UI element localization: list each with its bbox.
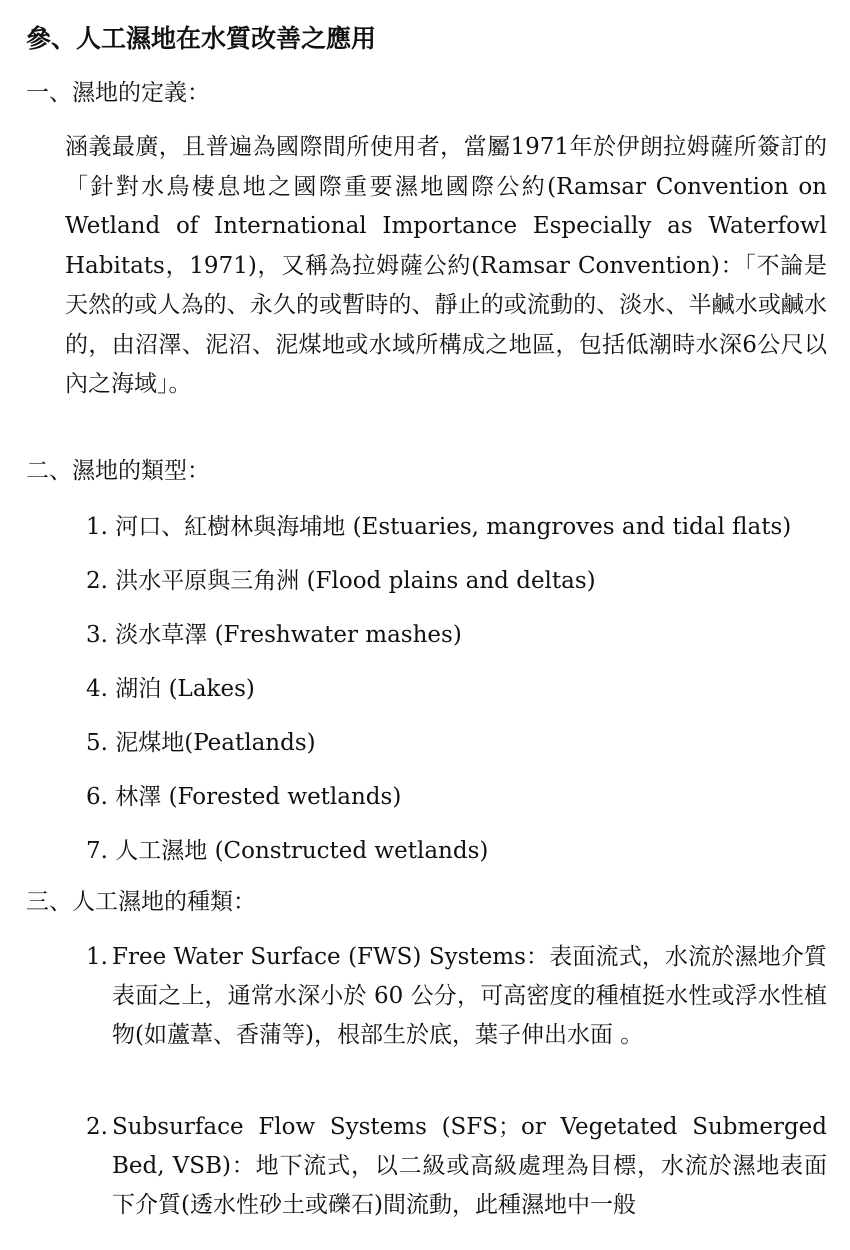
list-item: 3. 淡水草澤 (Freshwater mashes): [86, 622, 462, 648]
list-item: 2. 洪水平原與三角洲 (Flood plains and deltas): [86, 568, 596, 594]
list-item: 6. 林澤 (Forested wetlands): [86, 784, 402, 810]
constructed-wetland-kind-fws: [86, 938, 827, 1055]
list-item: 4. 湖泊 (Lakes): [86, 676, 255, 702]
constructed-wetland-kind-sfs: [86, 1108, 827, 1225]
section-heading-types: 二、濕地的類型：: [26, 458, 210, 484]
list-number: 1.: [86, 944, 108, 970]
list-number: 2.: [86, 1114, 108, 1140]
list-item: 7. 人工濕地 (Constructed wetlands): [86, 838, 489, 864]
section-heading-definition: 一、濕地的定義：: [26, 80, 210, 106]
list-item: 5. 泥煤地(Peatlands): [86, 730, 316, 756]
list-item: 1. 河口、紅樹林與海埔地 (Estuaries, mangroves and tidal flats): [86, 514, 792, 540]
list-item-text: Free Water Surface (FWS) Systems：表面流式，水流於濕地介質表面之上，通常水深小於 60 公分，可高密度的種植挺水性或浮水性植物(如蘆葦、香蒲等)，根部生於底，葉子伸出水面 。: [112, 944, 827, 1048]
section-heading-constructed-kinds: 三、人工濕地的種類：: [26, 889, 256, 915]
page-title: 參、人工濕地在水質改善之應用: [26, 24, 377, 53]
wetland-types-list: [86, 508, 791, 886]
list-item-text: Subsurface Flow Systems (SFS；or Vegetated Submerged Bed, VSB)：地下流式，以二級或高級處理為目標，水流於濕地表面下介質(透水性砂土或礫石)間流動，此種濕地中一般: [112, 1114, 827, 1218]
definition-paragraph: 涵義最廣，且普遍為國際間所使用者，當屬1971年於伊朗拉姆薩所簽訂的「針對水鳥棲息地之國際重要濕地國際公約(Ramsar Convention on Wetland of International Importance Especially as Waterfowl Habitats，1971)，又稱為拉姆薩公約(Ramsar Convention)：「不論是天然的或人為的、永久的或暫時的、靜止的或流動的、淡水、半鹹水或鹹水的，由沼澤、泥沼、泥煤地或水域所構成之地區，包括低潮時水深6公尺以內之海域」。: [65, 134, 827, 397]
